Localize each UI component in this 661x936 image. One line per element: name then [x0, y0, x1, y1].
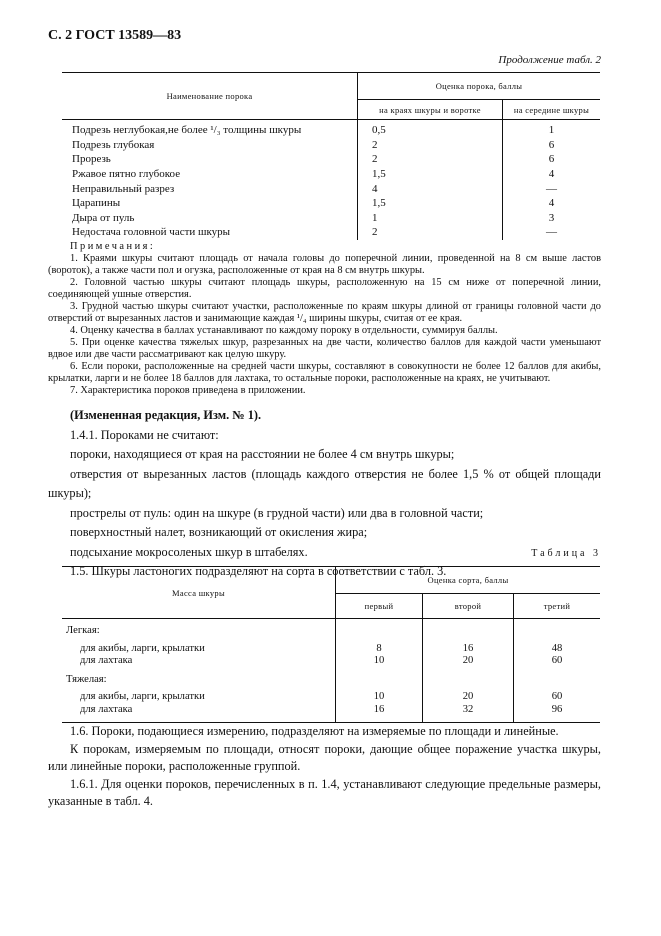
- grade-score: 20: [423, 655, 514, 668]
- edge-score: 2: [358, 225, 503, 240]
- edge-score: 1,5: [358, 167, 503, 182]
- middle-score: 3: [548, 211, 555, 224]
- table-row: [62, 152, 600, 167]
- group-row: [62, 668, 600, 687]
- empty-cell: [514, 668, 601, 687]
- grade-score: 60: [551, 691, 563, 702]
- note-item: 7. Характеристика пороков приведена в приложении.: [70, 385, 306, 396]
- skin-type: для лахтака: [62, 704, 336, 723]
- middle-score: —: [546, 226, 557, 239]
- notes: [48, 241, 601, 397]
- group-name: Легкая:: [62, 619, 336, 638]
- note-item: 2. Головной частью шкуры считают площадь шкуры, расположенную на 15 см ниже от поперечной линии, соединяющей ушные отверстия.: [48, 277, 601, 300]
- middle-score: 1: [548, 124, 555, 137]
- body-text: [48, 406, 601, 582]
- table-continuation-label: Продолжение табл. 2: [498, 54, 601, 66]
- edge-score: 1: [358, 211, 503, 226]
- middle-score: 6: [548, 138, 555, 151]
- col-mass: Масса шкуры: [62, 567, 336, 619]
- table-row: [62, 196, 600, 211]
- middle-score: 4: [548, 197, 555, 210]
- grade-score: 8: [336, 638, 423, 656]
- skin-type: для акибы, ларги, крылатки: [62, 686, 336, 704]
- paragraph: пороки, находящиеся от края на расстоянии не более 4 см внутрь шкуры;: [70, 447, 455, 461]
- group-name: Тяжелая:: [62, 668, 336, 687]
- table-row: [62, 211, 600, 226]
- paragraph: 1.4.1. Пороками не считают:: [70, 427, 219, 442]
- grades-table: [62, 566, 600, 723]
- paragraph: подсыхание мокросоленых шкур в штабелях.: [70, 544, 308, 559]
- grade-score: 16: [423, 638, 514, 656]
- notes-title: Примечания:: [70, 241, 156, 252]
- table3-label: Таблица 3: [531, 548, 601, 559]
- col-defect-name: Наименование порока: [62, 73, 358, 120]
- amendment-note: (Измененная редакция, Изм. № 1).: [70, 408, 262, 422]
- page-header: С. 2 ГОСТ 13589—83: [48, 28, 182, 43]
- note-item: 6. Если пороки, расположенные на средней части шкуры, составляют в совокупности не более 12 баллов для акибы, крылатки, ларги и не более 18 баллов для лахтака, то остальные пороки, расположенные на краях, не учитывают.: [48, 361, 601, 384]
- defect-name: Неправильный разрез: [62, 181, 358, 196]
- empty-cell: [336, 619, 423, 638]
- edge-score: 2: [358, 152, 503, 167]
- empty-cell: [514, 619, 601, 638]
- paragraph: 1.6. Пороки, подающиеся измерению, подразделяют на измеряемые по площади и линейные.: [70, 724, 559, 738]
- defect-name: Подрезь неглубокая,не более ¹/₃ толщины шкуры: [62, 120, 358, 138]
- edge-score: 1,5: [358, 196, 503, 211]
- note-item: 5. При оценке качества тяжелых шкур, разрезанных на две части, количество баллов для каждой части уменьшают вдвое или две части рассматривают как целую шкуру.: [48, 337, 601, 360]
- grade-score: 60: [551, 655, 563, 666]
- grade-score: 20: [423, 686, 514, 704]
- note-item: 4. Оценку качества в баллах устанавливают по каждому пороку в отдельности, суммируя баллы.: [70, 325, 498, 336]
- note-item: 1. Краями шкуры считают площадь от начала головы до поперечной линии, проведенной на 8 см выше ластов (вороток), а также части пол и огузка, расположенные от края на 8 см внутрь шкуры.: [48, 253, 601, 276]
- skin-type: для акибы, ларги, крылатки: [62, 638, 336, 656]
- grade-score: 16: [336, 704, 423, 723]
- defect-name: Ржавое пятно глубокое: [62, 167, 358, 182]
- empty-cell: [423, 619, 514, 638]
- defects-table: [62, 72, 600, 240]
- defect-name: Царапины: [62, 196, 358, 211]
- col-third: третий: [514, 594, 601, 619]
- note-item: 3. Грудной частью шкуры считают участки, расположенные по краям шкуры длиной от границы головной части до отверстий от вырезанных ластов и занимающие каждая ¹/₄ ширины шкуры, считая от ее края.: [48, 301, 601, 324]
- grade-score: 48: [551, 642, 563, 654]
- col-first: первый: [336, 594, 423, 619]
- middle-score: —: [546, 182, 557, 195]
- defect-name: Прорезь: [62, 152, 358, 167]
- table-row: [62, 638, 600, 656]
- defect-name: Подрезь глубокая: [62, 138, 358, 153]
- empty-cell: [423, 668, 514, 687]
- table-row: [62, 181, 600, 196]
- paragraph: отверстия от вырезанных ластов (площадь каждого отверстия не более 1,5 % от общей площади шкуры);: [48, 466, 601, 500]
- grade-score: 10: [336, 655, 423, 668]
- edge-score: 4: [358, 181, 503, 196]
- paragraph: 1.5. Шкуры ластоногих подразделяют на сорта в соответствии с табл. 3.: [70, 564, 447, 578]
- group-row: [62, 619, 600, 638]
- table-row: [62, 120, 600, 138]
- table-row: [62, 167, 600, 182]
- grade-score: 32: [423, 704, 514, 723]
- body-text-2: [48, 723, 601, 811]
- edge-score: 0,5: [358, 120, 503, 138]
- grade-score: 10: [336, 686, 423, 704]
- col-second: второй: [423, 594, 514, 619]
- table-row: [62, 655, 600, 668]
- skin-type: для лахтака: [62, 655, 336, 668]
- col-edge: на краях шкуры и воротке: [358, 100, 503, 120]
- table-row: [62, 225, 600, 240]
- paragraph: К порокам, измеряемым по площади, относят пороки, дающие общее поражение участка шкуры, или линейные пороки, расположенные группой.: [48, 741, 601, 773]
- empty-cell: [336, 668, 423, 687]
- table-row: [62, 704, 600, 723]
- defect-name: Недостача головной части шкуры: [62, 225, 358, 240]
- paragraph: поверхностный налет, возникающий от окисления жира;: [70, 525, 368, 539]
- middle-score: 6: [548, 153, 555, 166]
- col-group-grade: Оценка сорта, баллы: [336, 567, 601, 594]
- col-group-score: Оценка порока, баллы: [358, 73, 601, 100]
- paragraph: 1.6.1. Для оценки пороков, перечисленных в п. 1.4, устанавливают следующие предельные размеры, указанные в табл. 4.: [48, 776, 601, 808]
- col-middle: на середине шкуры: [503, 100, 601, 120]
- table-row: [62, 138, 600, 153]
- grade-score: 96: [514, 704, 601, 723]
- defect-name: Дыра от пуль: [62, 211, 358, 226]
- middle-score: 4: [548, 168, 555, 181]
- paragraph: прострелы от пуль: один на шкуре (в грудной части) или два в головной части;: [70, 505, 484, 520]
- table-row: [62, 686, 600, 704]
- edge-score: 2: [358, 138, 503, 153]
